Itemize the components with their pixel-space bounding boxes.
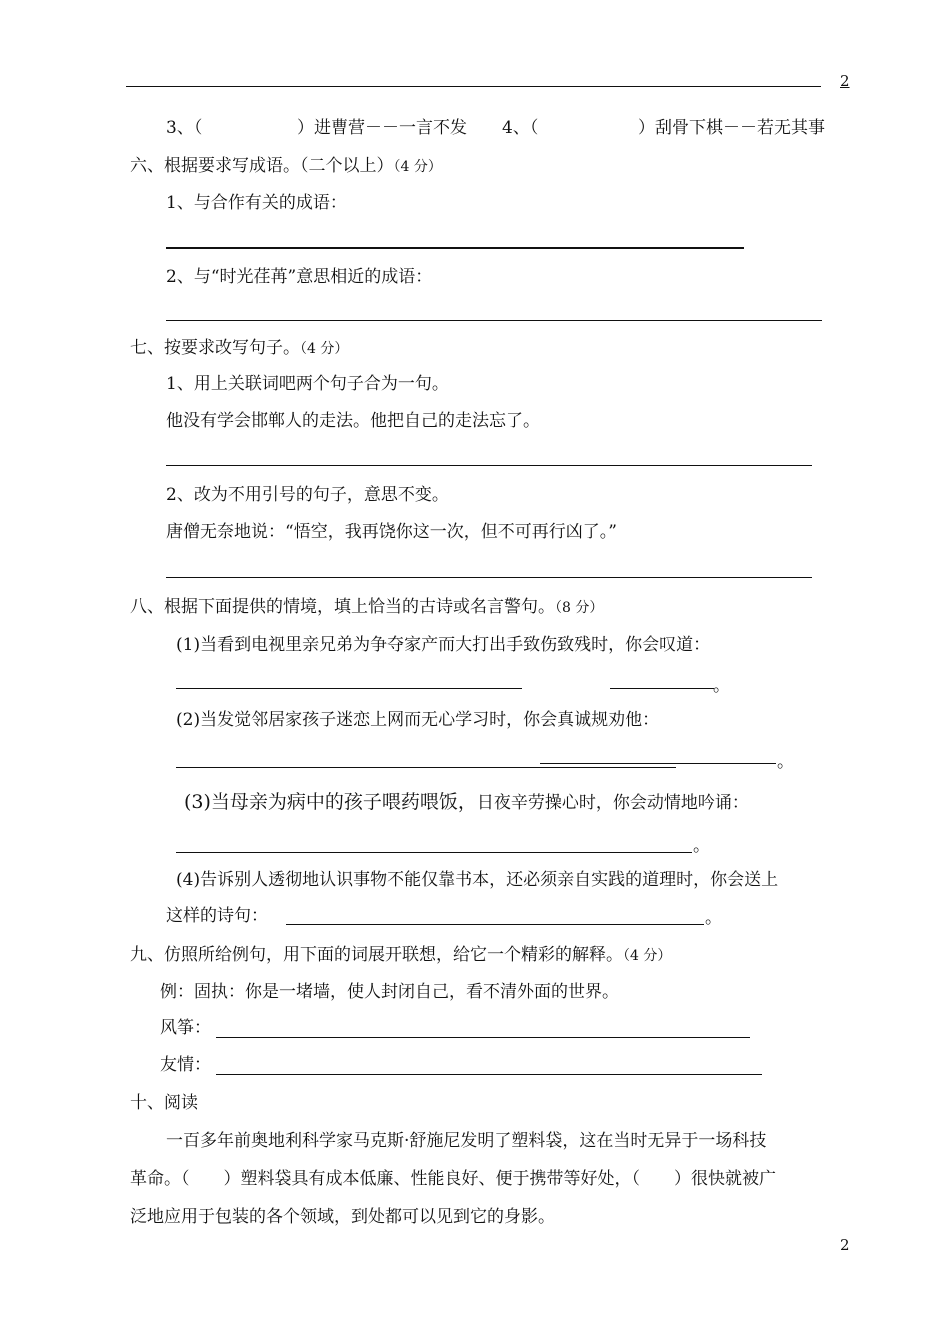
section8-item4-line-b[interactable] <box>656 924 704 925</box>
section9-word2-line-a[interactable] <box>216 1074 750 1075</box>
section8-item1-period: 。 <box>713 676 730 696</box>
footer-page-number: 2 <box>840 1236 850 1254</box>
section7-item2-sentence: 唐僧无奈地说：“悟空，我再饶你这一次，但不可再行凶了。” <box>166 522 617 542</box>
section8-item2-line-a[interactable] <box>176 767 196 768</box>
q5-item4-open: 4、（ <box>502 118 539 138</box>
section8-item1-line-c[interactable] <box>610 688 714 689</box>
section8-item2: (2)当发觉邻居家孩子迷恋上网而无心学习时，你会真诚规劝他： <box>176 710 660 730</box>
section8-item3-rest: 日夜辛劳操心时，你会动情地吟诵： <box>476 793 749 813</box>
section6-title: 六、根据要求写成语。（二个以上） <box>130 156 394 176</box>
section8-item3-period: 。 <box>693 836 710 856</box>
section10-paragraph-line1: 一百多年前奥地利科学家马克斯·舒施尼发明了塑料袋，这在当时无异于一场科技 <box>166 1131 767 1151</box>
section8-item3-line-d[interactable] <box>646 852 692 853</box>
section9-word1-line-b[interactable] <box>226 1037 722 1038</box>
section7-item2: 2、改为不用引号的句子，意思不变。 <box>166 485 449 505</box>
section6-answer-line-1[interactable] <box>166 247 744 249</box>
section8-item3-line-c[interactable] <box>436 852 646 853</box>
section7-answer-line-1[interactable] <box>166 465 812 466</box>
section9-word1: 风筝： <box>160 1018 211 1038</box>
section8-item4-line1: (4)告诉别人透彻地认识事物不能仅靠书本，还必须亲自实践的道理时，你会送上 <box>176 870 779 890</box>
section8-item2-line-b[interactable] <box>196 767 676 768</box>
q5-item3-open: 3、（ <box>166 118 203 138</box>
section8-item3-line-a[interactable] <box>176 852 186 853</box>
section9-heading <box>130 945 671 966</box>
section8-item4-period: 。 <box>705 908 722 928</box>
section10-heading: 十、阅读 <box>130 1093 198 1113</box>
section8-item3-line-b[interactable] <box>186 852 436 853</box>
section9-title: 九、仿照所给例句，用下面的词展开联想，给它一个精彩的解释。 <box>130 945 623 965</box>
section9-word2-line-b[interactable] <box>750 1074 762 1075</box>
section7-title: 七、按要求改写句子。 <box>130 338 300 358</box>
section9-score: （4 分） <box>623 948 672 964</box>
section7-heading <box>130 338 348 359</box>
section8-item4-line2: 这样的诗句： <box>166 906 268 926</box>
section7-answer-line-2[interactable] <box>166 577 812 578</box>
section6-answer-line-2[interactable] <box>166 320 822 321</box>
section9-word2: 友情： <box>160 1055 211 1075</box>
section8-item1-line-a[interactable] <box>176 688 454 689</box>
section9-word1-line-c[interactable] <box>722 1037 750 1038</box>
section6-item2: 2、与“时光荏苒”意思相近的成语： <box>166 267 433 287</box>
section10-paragraph-line2: 革命。（ ）塑料袋具有成本低廉、性能良好、便于携带等好处，（ ）很快就被广 <box>130 1169 776 1189</box>
section8-item3-large: (3)当母亲为病中的孩子喂药喂饭， <box>184 791 477 813</box>
section8-item1-line-b[interactable] <box>454 688 522 689</box>
header-rule <box>126 86 821 87</box>
section6-score: （4 分） <box>393 159 442 175</box>
section6-heading <box>130 156 442 177</box>
section8-item4-line-a[interactable] <box>286 924 656 925</box>
section8-heading <box>130 597 603 618</box>
section6-item1: 1、与合作有关的成语： <box>166 193 347 213</box>
section8-item2-line-c[interactable] <box>540 763 776 764</box>
header-page-number: 2 <box>840 72 850 90</box>
q5-item3-text: ）进曹营－－一言不发 <box>297 118 467 138</box>
section8-item2-period: 。 <box>777 752 794 772</box>
q5-item4-text: ）刮骨下棋－－若无其事 <box>638 118 825 138</box>
section8-item1: (1)当看到电视里亲兄弟为争夺家产而大打出手致伤致残时，你会叹道： <box>176 635 711 655</box>
section8-title: 八、根据下面提供的情境，填上恰当的古诗或名言警句。 <box>130 597 555 617</box>
section9-example: 例：固执：你是一堵墙，使人封闭自己，看不清外面的世界。 <box>160 982 619 1002</box>
section7-item1: 1、用上关联词吧两个句子合为一句。 <box>166 374 449 394</box>
section10-paragraph-line3: 泛地应用于包装的各个领域，到处都可以见到它的身影。 <box>130 1207 555 1227</box>
section7-score: （4 分） <box>300 341 349 357</box>
section8-score: （8 分） <box>555 600 604 616</box>
section9-word1-line-a[interactable] <box>216 1037 226 1038</box>
section8-item3 <box>184 787 749 814</box>
section7-item1-sentence: 他没有学会邯郸人的走法。他把自己的走法忘了。 <box>166 411 540 431</box>
